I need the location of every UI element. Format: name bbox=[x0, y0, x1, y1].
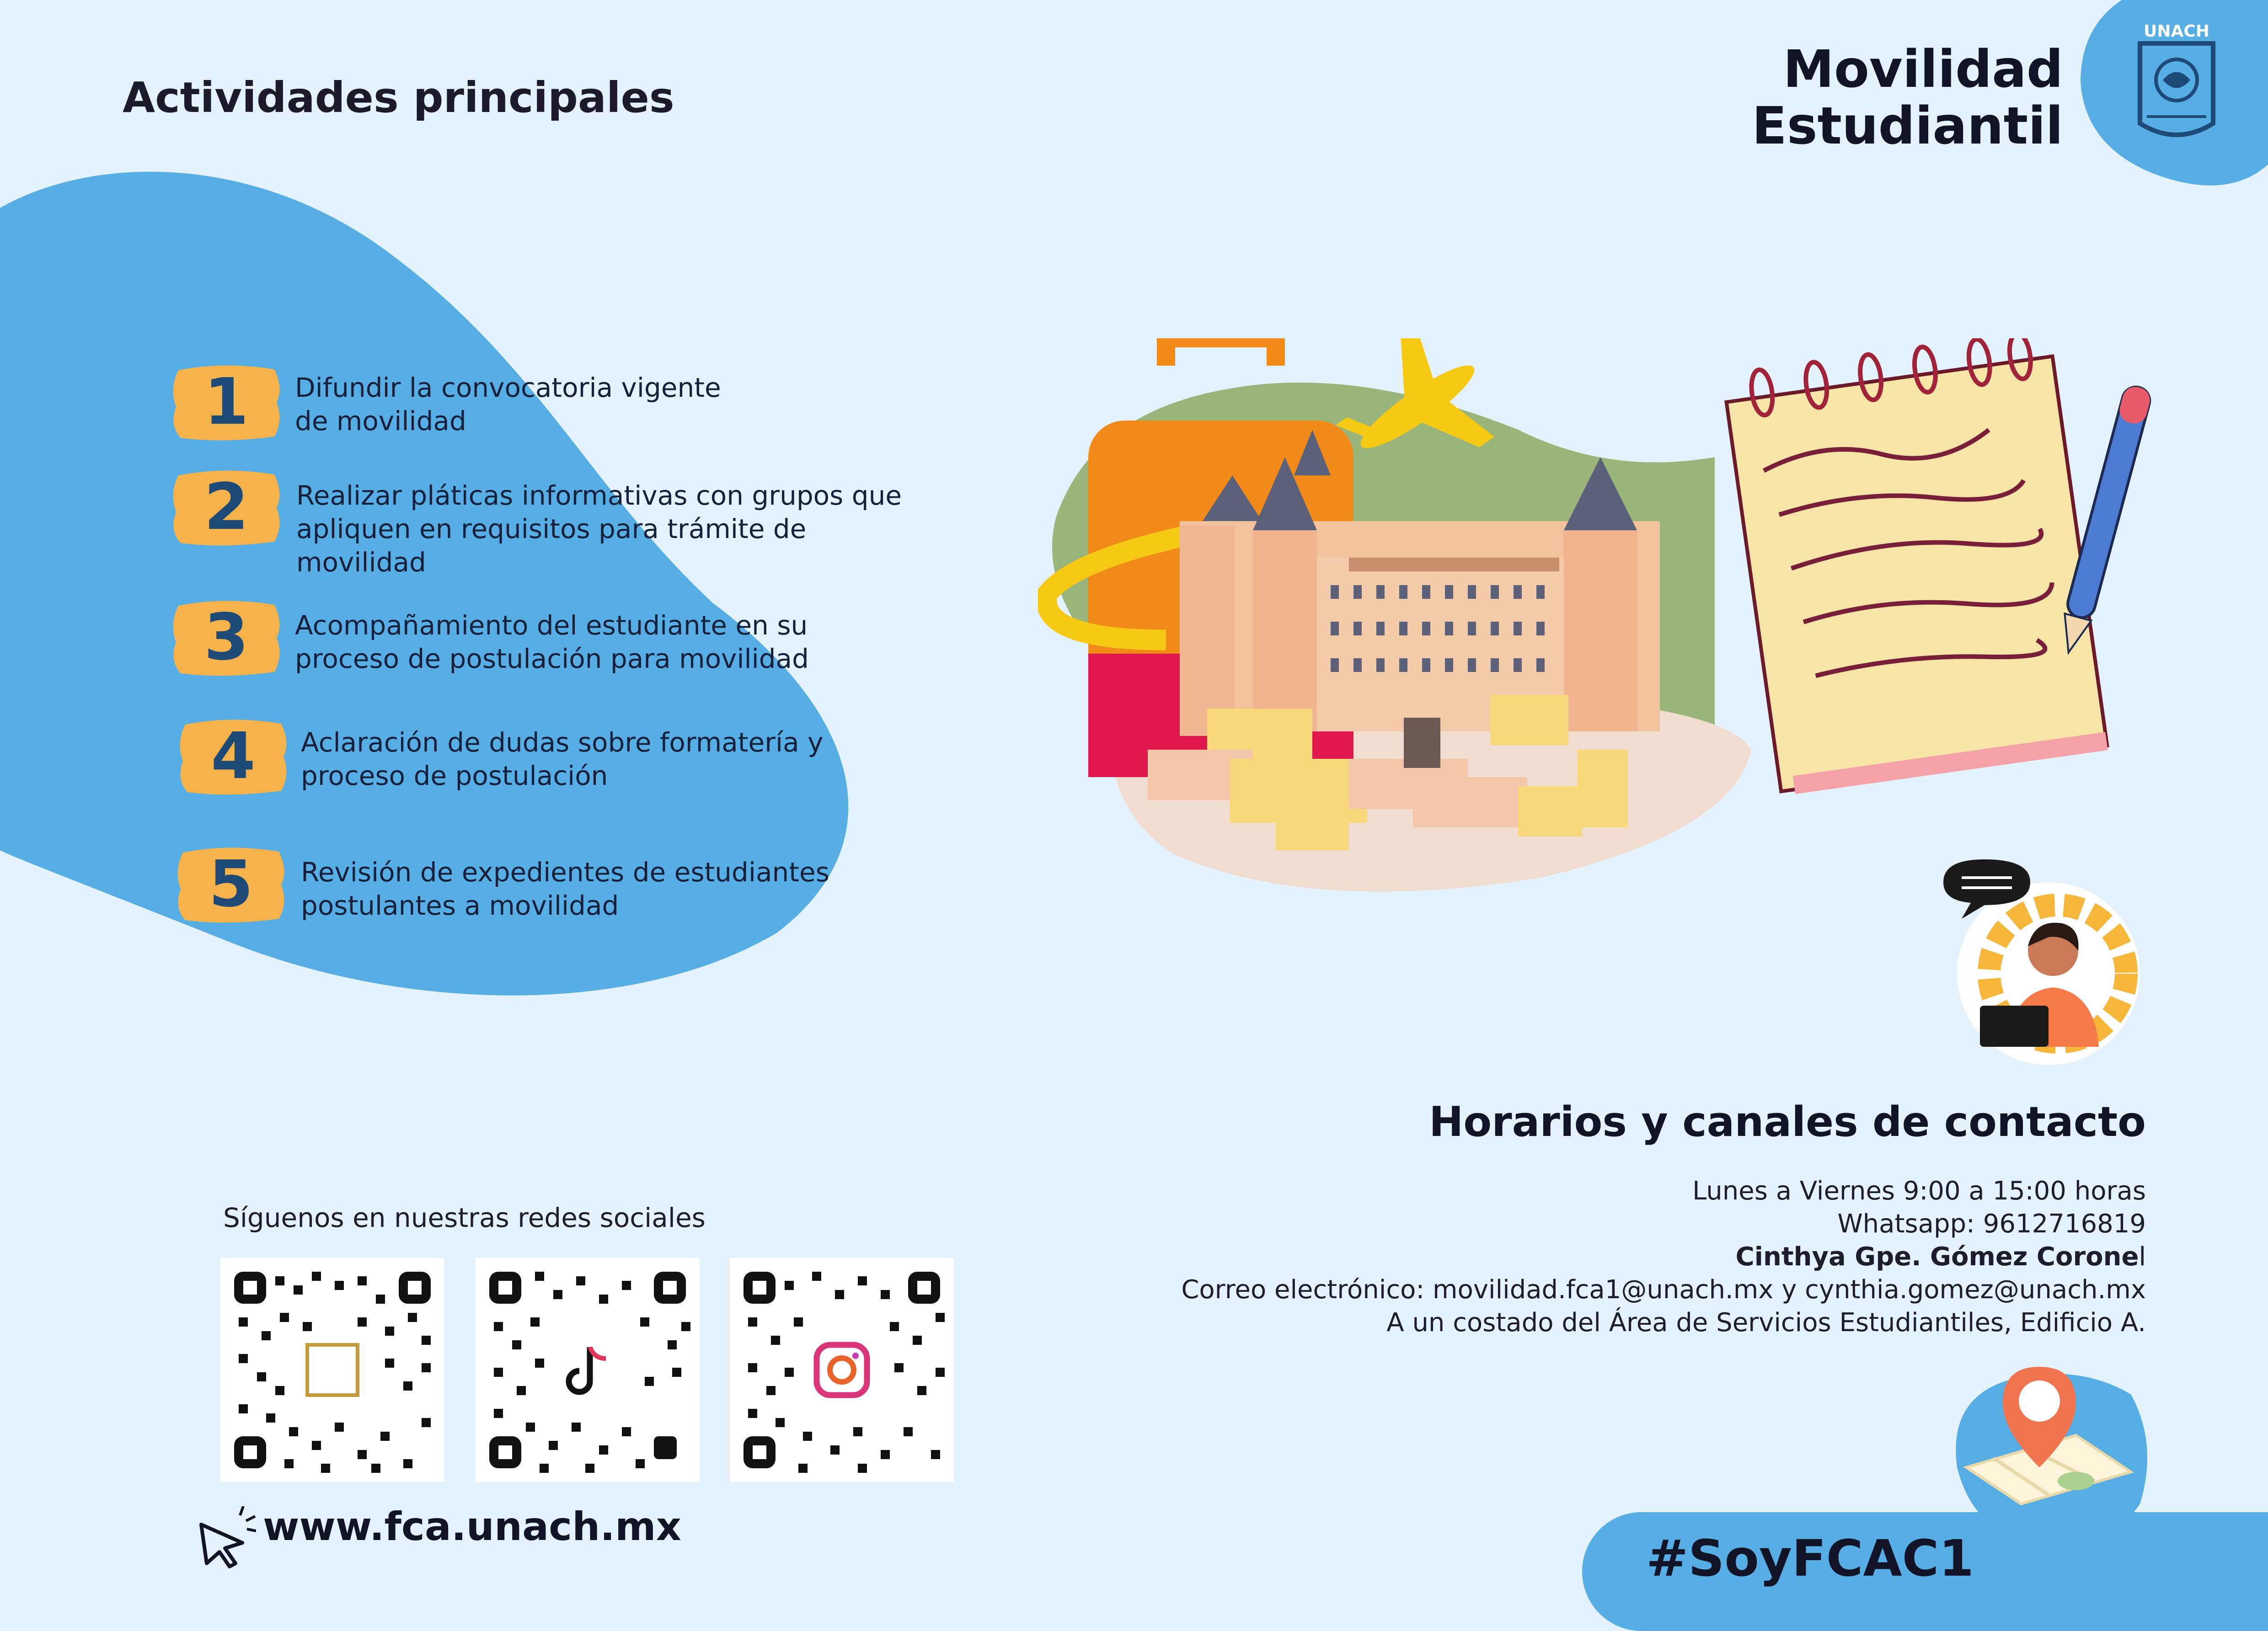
activity-text-3 bbox=[295, 609, 809, 676]
qr-pattern-2 bbox=[476, 1258, 700, 1482]
activity-number-badge-1 bbox=[169, 361, 284, 443]
activities-title: Actividades principales bbox=[123, 73, 674, 122]
hashtag-text: #SoyFCAC1 bbox=[1646, 1529, 1974, 1588]
activity-text-5 bbox=[301, 856, 829, 922]
contact-person-bold: Cinthya Gpe. Gómez Corone bbox=[1735, 1242, 2139, 1272]
activity-3-line-1: Acompañamiento del estudiante en su bbox=[295, 610, 808, 641]
activity-number-badge-3 bbox=[169, 597, 284, 679]
contact-section-title: Horarios y canales de contacto bbox=[1429, 1098, 2146, 1146]
activity-number-1: 1 bbox=[204, 365, 249, 439]
activity-5-line-1: Revisión de expedientes de estudiantes bbox=[301, 857, 829, 888]
activity-1-line-1: Difundir la convocatoria vigente bbox=[295, 372, 721, 403]
title-line-2: Estudiantil bbox=[1752, 96, 2063, 156]
website-link[interactable]: www.fca.unach.mx bbox=[263, 1504, 682, 1550]
brochure-title bbox=[1752, 41, 2063, 155]
activity-4-line-2: proceso de postulación bbox=[301, 760, 608, 791]
contact-person-tail: l bbox=[2139, 1242, 2146, 1272]
activity-2-line-3: movilidad bbox=[296, 547, 426, 578]
activity-text-2 bbox=[296, 479, 902, 579]
activity-2-line-1: Realizar pláticas informativas con grupos que bbox=[296, 480, 902, 511]
activity-number-2: 2 bbox=[204, 470, 249, 544]
activity-number-3: 3 bbox=[204, 600, 249, 675]
activity-5-line-2: postulantes a movilidad bbox=[301, 890, 619, 921]
contact-person bbox=[1181, 1241, 2146, 1274]
activity-number-4: 4 bbox=[211, 719, 256, 794]
title-line-1: Movilidad bbox=[1783, 40, 2063, 99]
activity-number-5: 5 bbox=[209, 847, 253, 922]
travel-illustration bbox=[1038, 338, 2190, 905]
qr-pattern-3 bbox=[730, 1258, 954, 1482]
activity-number-badge-4 bbox=[176, 715, 290, 798]
logo-text: UNACH bbox=[2144, 22, 2209, 41]
activity-3-line-2: proceso de postulación para movilidad bbox=[295, 643, 809, 674]
contact-details bbox=[1181, 1175, 2146, 1339]
contact-email[interactable]: Correo electrónico: movilidad.fca1@unach.mx y cynthia.gomez@unach.mx bbox=[1181, 1275, 2146, 1305]
office-location: A un costado del Área de Servicios Estudiantiles, Edificio A. bbox=[1386, 1308, 2146, 1338]
whatsapp-number[interactable]: Whatsapp: 9612716819 bbox=[1837, 1209, 2146, 1239]
social-title: Síguenos en nuestras redes sociales bbox=[223, 1202, 706, 1233]
activity-text-1 bbox=[295, 371, 721, 438]
qr-code-tiktok[interactable] bbox=[476, 1258, 700, 1482]
activity-1-line-2: de movilidad bbox=[295, 405, 466, 437]
office-hours: Lunes a Viernes 9:00 a 15:00 horas bbox=[1692, 1176, 2146, 1206]
activity-number-badge-2 bbox=[169, 466, 284, 549]
qr-code-website[interactable] bbox=[220, 1258, 444, 1482]
unach-logo bbox=[2071, 0, 2268, 192]
cursor-click-icon bbox=[192, 1506, 256, 1570]
activity-4-line-1: Aclaración de dudas sobre formatería y bbox=[301, 727, 824, 758]
qr-pattern-1 bbox=[220, 1258, 444, 1482]
activity-text-4 bbox=[301, 726, 823, 793]
support-agent-illustration bbox=[1930, 855, 2140, 1065]
activity-number-badge-5 bbox=[174, 843, 288, 926]
activity-2-line-2: apliquen en requisitos para trámite de bbox=[296, 513, 807, 544]
qr-code-instagram[interactable] bbox=[730, 1258, 954, 1482]
